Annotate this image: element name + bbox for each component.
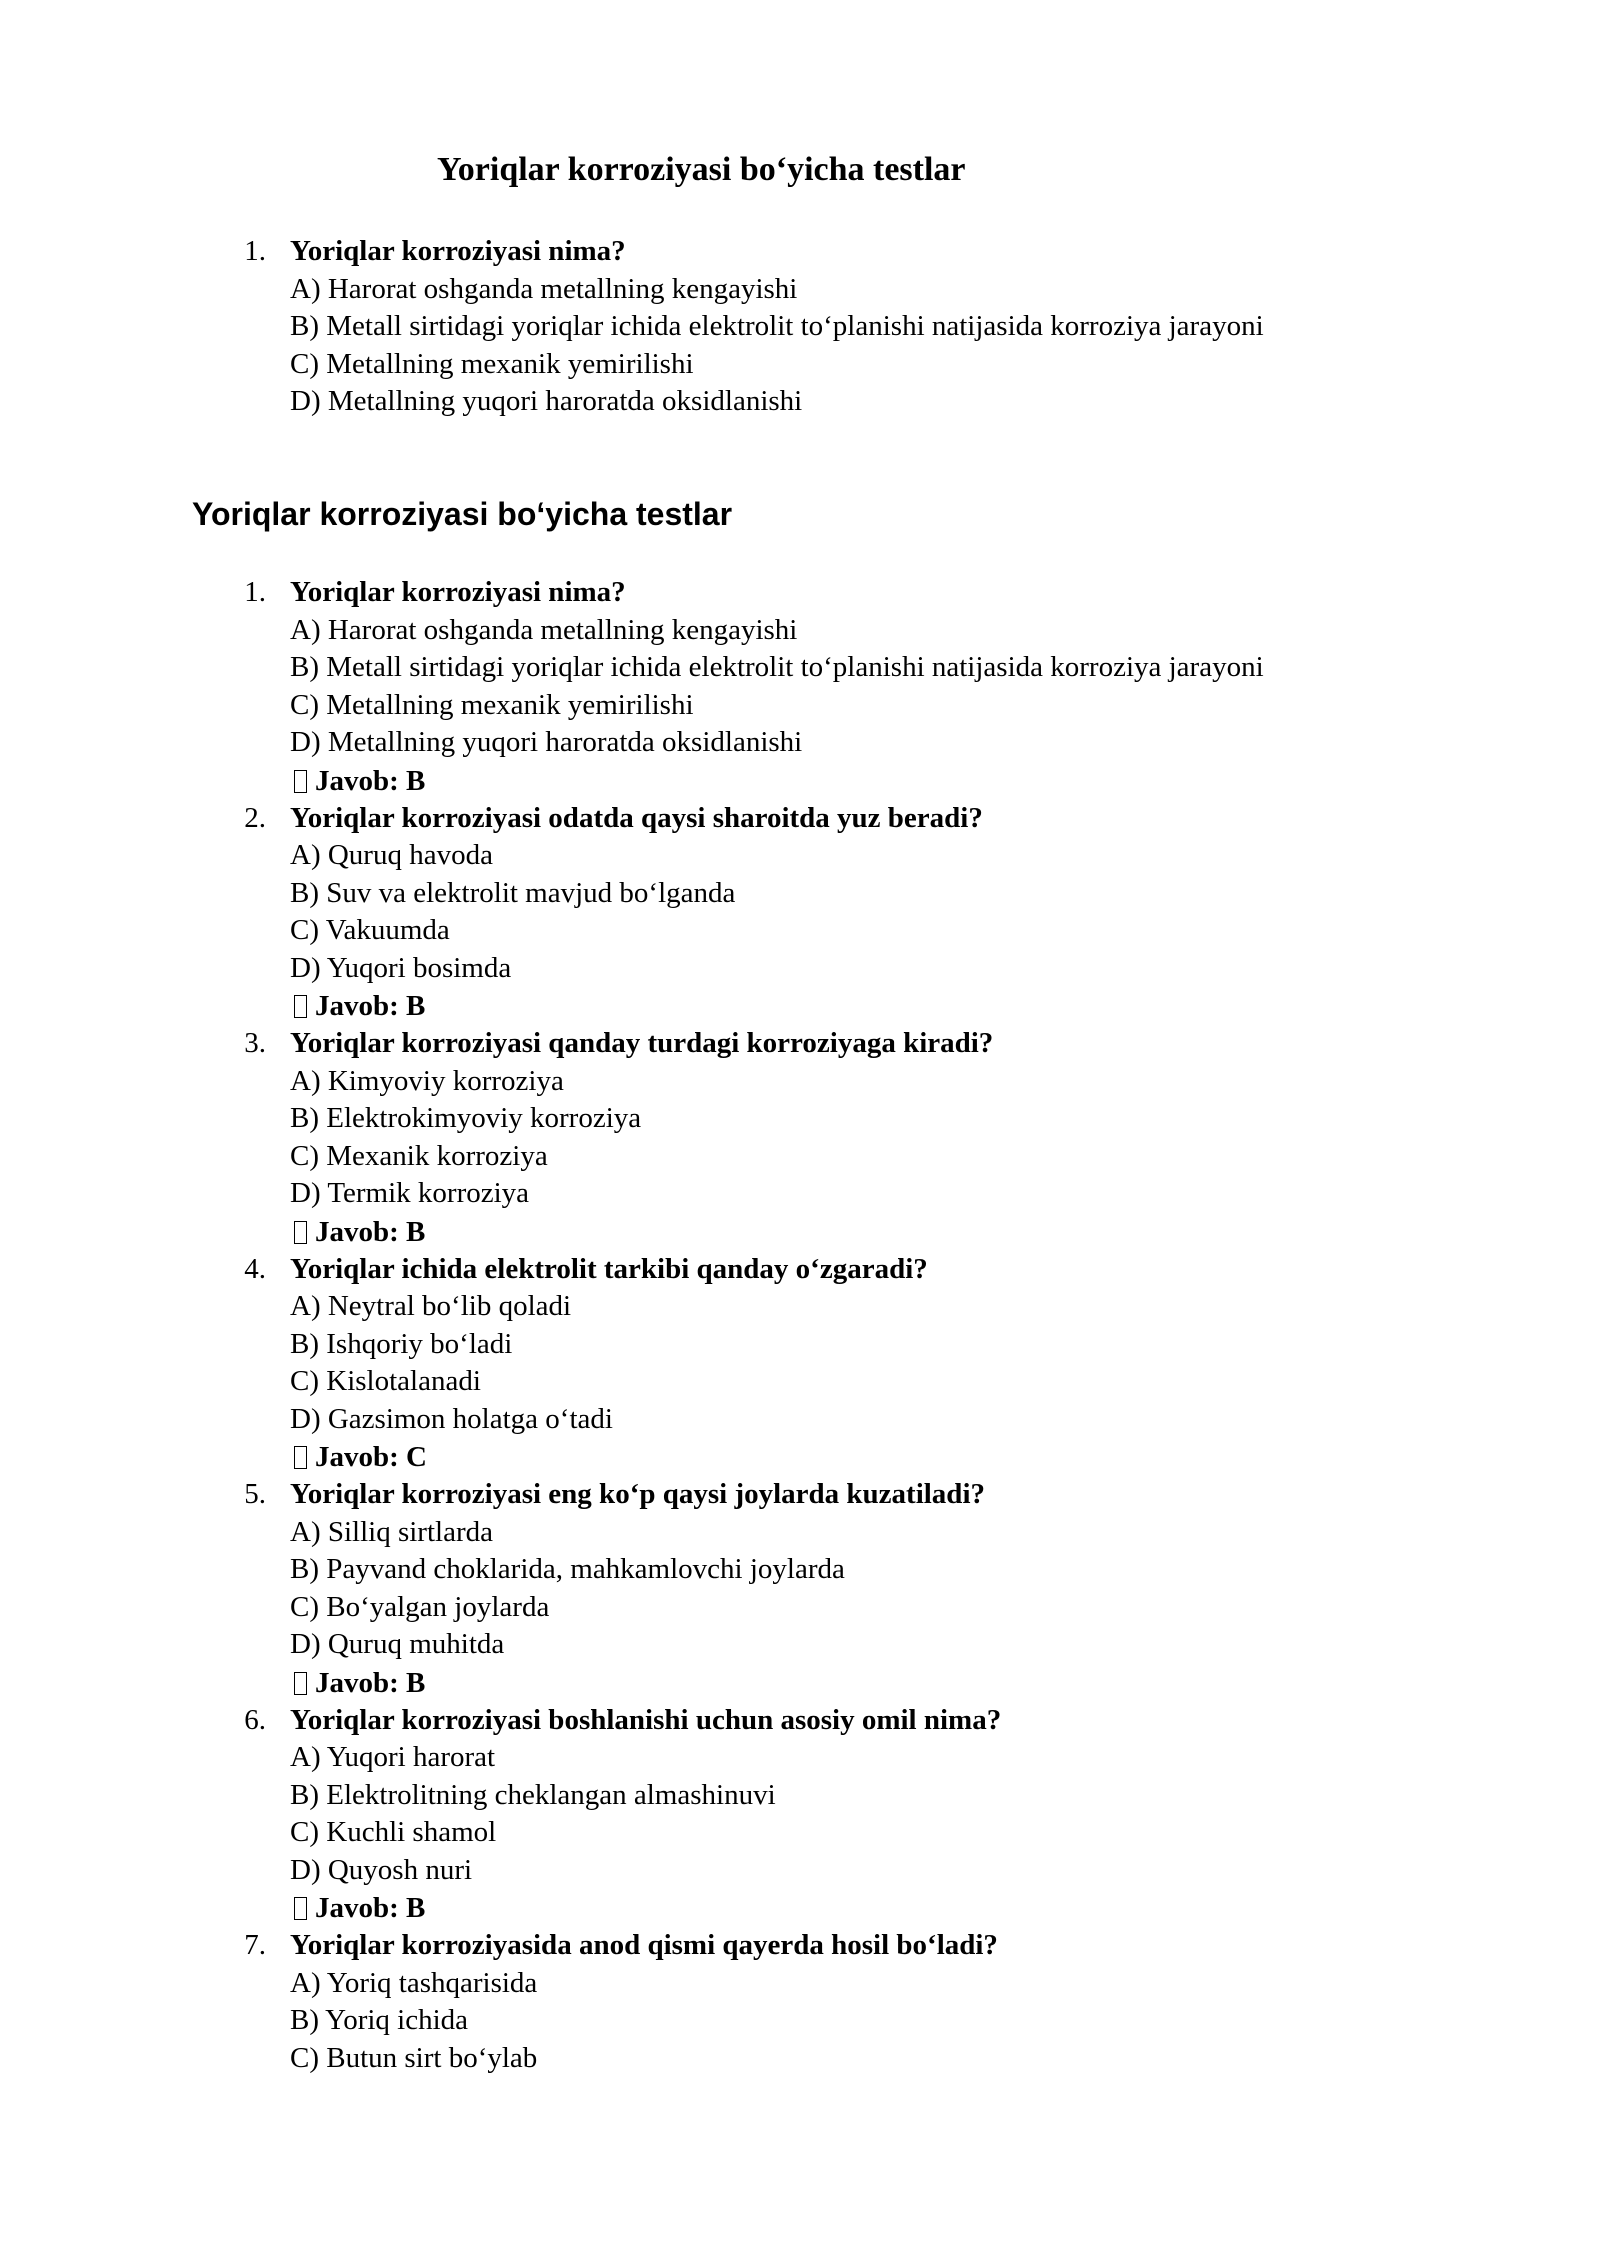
question-number: 1. — [244, 576, 266, 608]
option-a: A) Silliq sirtlarda — [290, 1515, 493, 1548]
checkbox-icon — [294, 1672, 307, 1695]
question-text: Yoriqlar korroziyasi nima? — [290, 576, 626, 608]
question-text: Yoriqlar korroziyasi qanday turdagi korroziyaga kiradi? — [290, 1027, 994, 1059]
answer-line — [0, 762, 1600, 800]
question-number: 6. — [244, 1703, 266, 1736]
question-number: 7. — [244, 1929, 266, 1961]
question-item — [0, 1251, 1600, 1477]
option-d: D) Quruq muhitda — [290, 1628, 505, 1660]
question-number: 2. — [244, 801, 266, 834]
answer-line — [0, 1889, 1600, 1927]
option-c: C) Mexanik korroziya — [290, 1139, 548, 1172]
option-d: D) Metallning yuqori haroratda oksidlanishi — [290, 385, 803, 417]
question-text: Yoriqlar korroziyasida anod qismi qayerda hosil bo‘ladi? — [290, 1929, 998, 1961]
option-d: D) Metallning yuqori haroratda oksidlanishi — [290, 726, 803, 758]
question-item — [0, 1476, 1600, 1702]
question-number: 4. — [244, 1252, 266, 1285]
question-item — [0, 574, 1600, 800]
answer-text: Javob: B — [315, 1666, 426, 1699]
answer-text: Javob: B — [315, 1215, 426, 1248]
option-d: D) Gazsimon holatga o‘tadi — [290, 1402, 613, 1435]
answer-text: Javob: B — [315, 764, 426, 797]
checkbox-icon — [294, 1446, 307, 1469]
option-c: C) Vakuumda — [290, 914, 450, 946]
option-b: B) Metall sirtidagi yoriqlar ichida elektrolit to‘planishi natijasida korroziya jarayoni — [290, 310, 1264, 342]
option-d: D) Quyosh nuri — [290, 1853, 473, 1886]
answer-text: Javob: C — [315, 1441, 427, 1473]
question-text: Yoriqlar ichida elektrolit tarkibi qanday o‘zgaradi? — [290, 1252, 928, 1285]
checkbox-icon — [294, 1897, 307, 1920]
option-a: A) Harorat oshganda metallning kengayishi — [290, 272, 798, 305]
question-number: 5. — [244, 1478, 266, 1510]
page-title: Yoriqlar korroziyasi bo‘yicha testlar — [437, 151, 966, 188]
option-b: B) Elektrokimyoviy korroziya — [290, 1102, 642, 1134]
answer-text: Javob: B — [315, 1892, 426, 1924]
question-item — [0, 1927, 1600, 2077]
option-c: C) Kuchli shamol — [290, 1816, 497, 1848]
question-item — [0, 233, 1600, 421]
option-d: D) Termik korroziya — [290, 1177, 530, 1209]
option-c: C) Kislotalanadi — [290, 1365, 481, 1397]
answer-line — [0, 1213, 1600, 1251]
question-item — [0, 1025, 1600, 1251]
answer-line — [0, 987, 1600, 1025]
answer-line — [0, 1664, 1600, 1702]
checkbox-icon — [294, 1221, 307, 1244]
option-a: A) Yoriq tashqarisida — [290, 1966, 538, 1999]
option-d: D) Yuqori bosimda — [290, 951, 512, 984]
question-text: Yoriqlar korroziyasi odatda qaysi sharoitda yuz beradi? — [290, 801, 983, 834]
option-c: C) Bo‘yalgan joylarda — [290, 1590, 550, 1623]
option-b: B) Yoriq ichida — [290, 2004, 469, 2036]
option-c: C) Metallning mexanik yemirilishi — [290, 347, 694, 380]
option-b: B) Ishqoriy bo‘ladi — [290, 1327, 513, 1360]
question-item — [0, 800, 1600, 1026]
first-question-list — [0, 233, 1600, 421]
answer-text: Javob: B — [315, 990, 426, 1022]
question-text: Yoriqlar korroziyasi eng ko‘p qaysi joylarda kuzatiladi? — [290, 1478, 985, 1510]
option-b: B) Elektrolitning cheklangan almashinuvi — [290, 1778, 776, 1811]
option-b: B) Payvand choklarida, mahkamlovchi joylarda — [290, 1553, 845, 1585]
option-a: A) Neytral bo‘lib qoladi — [290, 1290, 572, 1322]
question-item — [0, 1702, 1600, 1928]
option-a: A) Harorat oshganda metallning kengayishi — [290, 613, 798, 646]
option-c: C) Butun sirt bo‘ylab — [290, 2041, 538, 2074]
question-number: 1. — [244, 235, 266, 267]
option-b: B) Metall sirtidagi yoriqlar ichida elektrolit to‘planishi natijasida korroziya jarayoni — [290, 651, 1264, 683]
question-text: Yoriqlar korroziyasi boshlanishi uchun asosiy omil nima? — [290, 1703, 1002, 1736]
answer-line — [0, 1438, 1600, 1476]
checkbox-icon — [294, 770, 307, 793]
checkbox-icon — [294, 995, 307, 1018]
question-number: 3. — [244, 1027, 266, 1059]
option-c: C) Metallning mexanik yemirilishi — [290, 688, 694, 721]
section-title: Yoriqlar korroziyasi bo‘yicha testlar — [192, 496, 733, 532]
second-question-list — [0, 574, 1600, 2077]
option-a: A) Quruq havoda — [290, 839, 493, 871]
option-a: A) Yuqori harorat — [290, 1741, 496, 1773]
option-b: B) Suv va elektrolit mavjud bo‘lganda — [290, 876, 736, 909]
option-a: A) Kimyoviy korroziya — [290, 1064, 564, 1097]
question-text: Yoriqlar korroziyasi nima? — [290, 235, 626, 267]
